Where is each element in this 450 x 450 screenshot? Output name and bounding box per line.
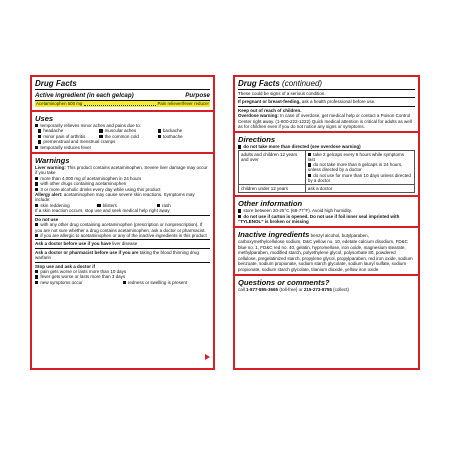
direction-item: ask a doctor — [305, 185, 414, 193]
ask-pharmacist-label: Ask a doctor or pharmacist before use if you are — [35, 249, 139, 255]
bullet-icon — [97, 204, 100, 207]
do-not-use-item: with any other drug containing acetaminophen (prescription or nonprescription). If you are not sure whether a drug contains acetaminophen, ask a doctor or pharmacist. — [35, 222, 206, 233]
bullet-icon — [38, 135, 41, 138]
uses-section — [32, 112, 213, 154]
bullet-icon — [35, 182, 38, 185]
inactive-ingredients-text: benzyl alcohol, butylparaben, carboxymethylcellulose sodium, D&C yellow no. 10, edetate calcium disodium, FD&C blue no. 1, FD&C red no. 40, gelatin, hypromellose, iron oxide, magnesium stearate, methylparaben, modified starch, polyethylene glycol, polysorbate 80, powdered cellulose, pregelatinized starch, propylene glycol, propylparaben, red iron oxide, sodium benzoate, sodium propionate, sodium starch glycolate, sodium lauryl sulfate, sodium propionate, sodium starch glycolate, titanium dioxide, yellow iron oxide — [238, 233, 413, 272]
liver-warning-label: Liver warning: — [35, 165, 66, 171]
liver-warning-text: This product contains acetaminophen. Severe liver damage may occur if you take — [35, 165, 208, 176]
directions-who: children under 12 years — [239, 185, 306, 193]
inactive-ingredients-title: Inactive ingredients — [238, 230, 310, 240]
pregnant-label: If pregnant or breast-feeding, — [238, 99, 301, 105]
allergy-alert-text: acetaminophen may cause severe skin reactions. Symptoms may include: — [35, 192, 195, 203]
bullet-icon — [308, 153, 311, 156]
ask-pharmacist-text: taking the blood thinning drug warfarin — [35, 249, 199, 261]
continued-warnings-section — [235, 77, 418, 133]
inactive-ingredients-section — [235, 228, 418, 275]
active-ingredient-row — [35, 101, 210, 107]
serious-condition-text: These could be signs of a serious condition. — [238, 91, 326, 96]
questions-section — [235, 276, 418, 294]
phone-number-collect[interactable]: 215-273-8755 — [303, 286, 332, 292]
other-info-item: do not use if carton is opened. Do not use if foil inner seal imprinted with “TYLENOL” is broken or missing — [238, 213, 400, 225]
panel-title: Drug Facts — [35, 79, 210, 90]
stop-use-item: redness or swelling is present — [127, 279, 188, 285]
bullet-icon — [35, 223, 38, 226]
continue-arrow-icon — [205, 354, 210, 360]
ask-doctor-text: liver disease — [112, 241, 138, 247]
active-ingredient-name: Acetaminophen 500 mg — [36, 101, 83, 106]
keep-out-of-reach: Keep out of reach of children. — [238, 107, 302, 113]
bullet-icon — [238, 145, 241, 148]
questions-call: call — [238, 286, 245, 292]
use-item: backache — [162, 128, 183, 134]
phone-number-tollfree[interactable]: 1-877-895-3665 — [246, 286, 279, 292]
liver-item: 3 or more alcoholic drinks every day while using this product — [40, 186, 161, 192]
panel-title-continued: (continued) — [282, 79, 323, 88]
do-not-use-label: Do not use — [35, 216, 59, 222]
allergy-item: rash — [162, 202, 171, 208]
allergy-alert-label: Allergy alert: — [35, 192, 63, 198]
allergy-item: blisters — [102, 202, 117, 208]
liver-item: more than 4,000 mg of acetaminophen in 24 hours — [40, 175, 142, 181]
bullet-icon — [158, 129, 161, 132]
drug-facts-panel-right — [233, 75, 420, 370]
purpose-header: Purpose — [185, 92, 210, 99]
stop-use-row — [35, 280, 210, 285]
bullet-icon — [157, 204, 160, 207]
bullet-icon — [38, 129, 41, 132]
use-item: headache — [43, 128, 64, 134]
overdose-warning-text: In case of overdose, get medical help or contact a Poison Control Center right away. (1-800-222-1222) Quick medical attention is critical for adults as well as for children even if you do not notice any signs or symptoms. — [238, 113, 412, 130]
other-information-title: Other information — [238, 199, 303, 209]
directions-table — [238, 150, 415, 193]
panel-title-text: Drug Facts — [238, 79, 280, 88]
questions-toll: (toll-free) or — [279, 286, 303, 292]
warnings-title: Warnings — [35, 156, 70, 166]
liver-item: with other drugs containing acetaminophen — [40, 181, 127, 187]
directions-who: adults and children 12 years and over — [239, 150, 306, 184]
bullet-icon — [35, 275, 38, 278]
use-item: premenstrual and menstrual cramps — [43, 139, 116, 145]
allergy-after-text: If a skin reaction occurs, stop use and seek medical help right away — [35, 208, 170, 214]
use-item: the common cold — [104, 133, 139, 139]
ask-doctor-label: Ask a doctor before use if you have — [35, 241, 112, 247]
pregnant-text: ask a health professional before use. — [301, 99, 376, 105]
bullet-icon — [123, 281, 126, 284]
stop-use-item: pain gets worse or lasts more than 10 days — [40, 268, 127, 274]
stop-use-item: fever gets worse or lasts more than 3 days — [40, 274, 126, 280]
bullet-icon — [35, 146, 38, 149]
stop-use-item: new symptoms occur — [40, 279, 83, 285]
directions-title: Directions — [238, 135, 276, 145]
bullet-icon — [238, 215, 241, 218]
bullet-icon — [308, 163, 311, 166]
bullet-icon — [35, 124, 38, 127]
bullet-icon — [35, 270, 38, 273]
bullet-icon — [35, 204, 38, 207]
warnings-section — [32, 154, 213, 287]
bullet-icon — [99, 135, 102, 138]
directions-overdose-note: do not take more than directed (see overdose warning) — [243, 144, 361, 150]
use-item: toothache — [162, 133, 183, 139]
directions-section — [235, 133, 418, 197]
do-not-use-item: if you are allergic to acetaminophen or any of the inactive ingredients in this product — [40, 232, 207, 238]
overdose-warning-label: Overdose warning: — [238, 113, 279, 119]
direction-item: take 2 gelcaps every 6 hours while symptoms last — [307, 151, 405, 163]
use-item: temporarily reduces fever — [40, 144, 92, 150]
other-information-section — [235, 197, 418, 228]
uses-title: Uses — [35, 114, 54, 123]
bullet-icon — [99, 129, 102, 132]
directions-what — [305, 150, 414, 184]
direction-item: do not use for more than 10 days unless directed by a doctor — [307, 172, 411, 183]
other-info-item: store between 20-25°C (68-77°F). Avoid high humidity. — [243, 208, 352, 214]
bullet-icon — [308, 174, 311, 177]
bullet-icon — [38, 140, 41, 143]
panel-title — [238, 79, 415, 90]
use-item: minor pain of arthritis — [43, 133, 86, 139]
leader-dots — [84, 101, 155, 106]
questions-title: Questions or comments? — [238, 277, 330, 287]
use-item: muscular aches — [104, 128, 137, 134]
questions-collect: (collect) — [333, 286, 349, 292]
bullet-icon — [35, 234, 38, 237]
uses-intro: temporarily relieves minor aches and pains due to: — [40, 123, 141, 128]
bullet-icon — [238, 209, 241, 212]
table-row — [239, 185, 415, 193]
bullet-icon — [158, 135, 161, 138]
uses-list — [35, 128, 210, 139]
bullet-icon — [35, 188, 38, 191]
direction-item: do not take more than 6 gelcaps in 24 hours, unless directed by a doctor — [307, 162, 403, 173]
active-ingredient-section — [32, 77, 213, 112]
table-row — [239, 150, 415, 184]
bullet-icon — [35, 281, 38, 284]
stop-use-label: Stop use and ask a doctor if — [35, 263, 96, 269]
active-ingredient-header-row — [35, 92, 210, 101]
active-ingredient-header: Active ingredient (in each gelcap) — [35, 92, 134, 99]
allergy-item: skin reddening — [40, 202, 70, 208]
bullet-icon — [35, 177, 38, 180]
drug-facts-panel-left — [30, 75, 215, 370]
active-ingredient-purpose: Pain reliever/fever reducer — [157, 101, 209, 106]
